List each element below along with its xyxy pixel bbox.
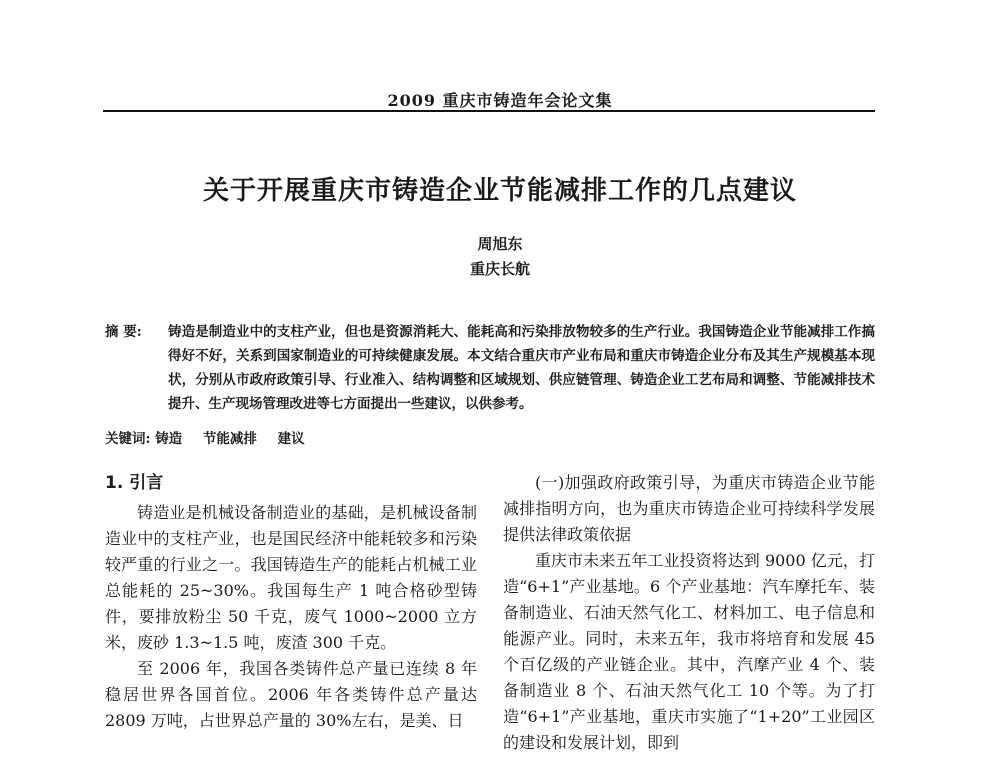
subsection-heading: (一)加强政府政策引导，为重庆市铸造企业节能减排指明方向，也为重庆市铸造企业可持续科学发展提供法律政策依据 [503,473,875,544]
running-header: 2009 重庆市铸造年会论文集 [387,91,613,110]
keyword: 铸造 [155,431,183,447]
body-paragraph: 铸造业是机械设备制造业的基础，是机械设备制造业中的支柱产业，也是国民经济中能耗较多和污染较严重的行业之一。我国铸造生产的能耗占机械工业总能耗的 25~30%。我国每生产 1 吨合格砂型铸件，要排放粉尘 50 千克，废气 1000~2000 立方米，废砂 1.3~1.5 吨，废渣 300 千克。 [105,503,477,652]
author-name: 周旭东 [477,235,523,253]
body-column-right [503,470,875,756]
body-paragraph: 重庆市未来五年工业投资将达到 9000 亿元，打造“6+1”产业基地。6 个产业基地：汽车摩托车、装备制造业、石油天然气化工、材料加工、电子信息和能源产业。同时，未来五年，我市将培育和发展 45 个百亿级的产业链企业。其中，汽摩产业 4 个、装备制造业 8 个、石油天然气化工 10 个等。为了打造“6+1”产业基地，重庆市实施了“1+20”工业园区的建设和发展计划，即到 [503,551,875,752]
keyword: 节能减排 [202,431,257,447]
body-paragraph: 至 2006 年，我国各类铸件总产量已连续 8 年稳居世界各国首位。2006 年各类铸件总产量达 2809 万吨，占世界总产量的 30%左右，是美、日 [105,659,477,730]
author-affiliation: 重庆长航 [469,260,530,278]
abstract [105,320,875,416]
abstract-body: 铸造是制造业中的支柱产业，但也是资源消耗大、能耗高和污染排放物较多的生产行业。我国铸造企业节能减排工作搞得好不好，关系到国家制造业的可持续健康发展。本文结合重庆市产业布局和重庆市铸造企业分布及其生产规模基本现状，分别从市政府政策引导、行业准入、结构调整和区域规划、供应链管理、铸造企业工艺布局和调整、节能减排技术提升、生产现场管理改进等七方面提出一些建议，以供参考。 [168,324,875,412]
abstract-label: 摘 要: [105,324,142,340]
keyword: 建议 [277,431,305,447]
body-column-left [105,470,477,734]
paper-title: 关于开展重庆市铸造企业节能减排工作的几点建议 [202,176,797,206]
header-rule [103,110,875,112]
section-heading-introduction: 1. 引言 [105,473,164,493]
keywords [105,428,875,450]
keywords-label: 关键词: [105,431,151,447]
